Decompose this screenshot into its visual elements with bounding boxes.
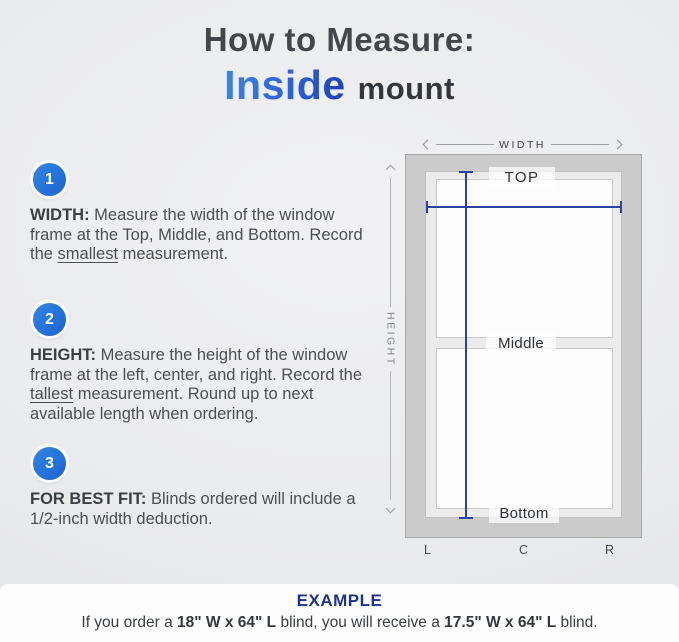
- width-dimension-arrow: [424, 138, 621, 151]
- arrow-down-icon: [386, 504, 396, 514]
- page-title: How to Measure:: [203, 21, 476, 58]
- arrow-line: [436, 144, 494, 145]
- step-item-width: [30, 163, 375, 265]
- step-number-badge: 2: [33, 303, 66, 336]
- step-item-best-fit: [30, 447, 375, 529]
- step-item-height: [30, 303, 375, 424]
- width-dimension-label: WIDTH: [499, 138, 546, 151]
- step-body-best-fit: FOR BEST FIT: Blinds ordered will include a 1/2-inch width deduction.: [30, 490, 356, 528]
- example-heading: EXAMPLE: [296, 591, 383, 610]
- arrow-line: [390, 371, 391, 500]
- height-dimension-arrow: [383, 166, 398, 512]
- height-dimension-label: HEIGHT: [384, 311, 397, 367]
- arrow-line: [551, 144, 609, 145]
- marker-right: R: [605, 543, 615, 557]
- step-body-width: WIDTH: Measure the width of the window frame at the Top, Middle, and Bottom. Record the smallest measurement.: [30, 206, 363, 263]
- bottom-measure-label: Bottom: [489, 503, 559, 523]
- measure-bar: [427, 206, 621, 208]
- measure-tick: [459, 517, 473, 519]
- top-measure-label: TOP: [489, 167, 555, 187]
- step-number-badge: 1: [33, 163, 66, 196]
- example-text: If you order a 18" W x 64" L blind, you will receive a 17.5" W x 64" L blind.: [81, 614, 598, 631]
- arrow-line: [390, 178, 391, 307]
- example-footer: [0, 584, 679, 642]
- marker-left: L: [424, 543, 432, 557]
- mount-type-highlight: Inside: [224, 62, 346, 108]
- title-block: [0, 20, 679, 109]
- step-number-badge: 3: [33, 447, 66, 480]
- middle-measure-label: Middle: [486, 333, 556, 353]
- arrow-left-icon: [423, 140, 433, 150]
- step-body-height: HEIGHT: Measure the height of the window frame at the left, center, and right. Record the tallest measurement. Round up to next available length when ordering.: [30, 346, 363, 423]
- arrow-right-icon: [613, 140, 623, 150]
- marker-center: C: [519, 543, 529, 557]
- width-measure-line: [426, 201, 622, 213]
- height-measure-line: [459, 171, 473, 519]
- page-subtitle: [0, 62, 679, 109]
- mount-type-suffix: mount: [357, 71, 455, 106]
- arrow-up-icon: [386, 165, 396, 175]
- measure-bar: [465, 173, 467, 517]
- measure-tick: [620, 201, 622, 213]
